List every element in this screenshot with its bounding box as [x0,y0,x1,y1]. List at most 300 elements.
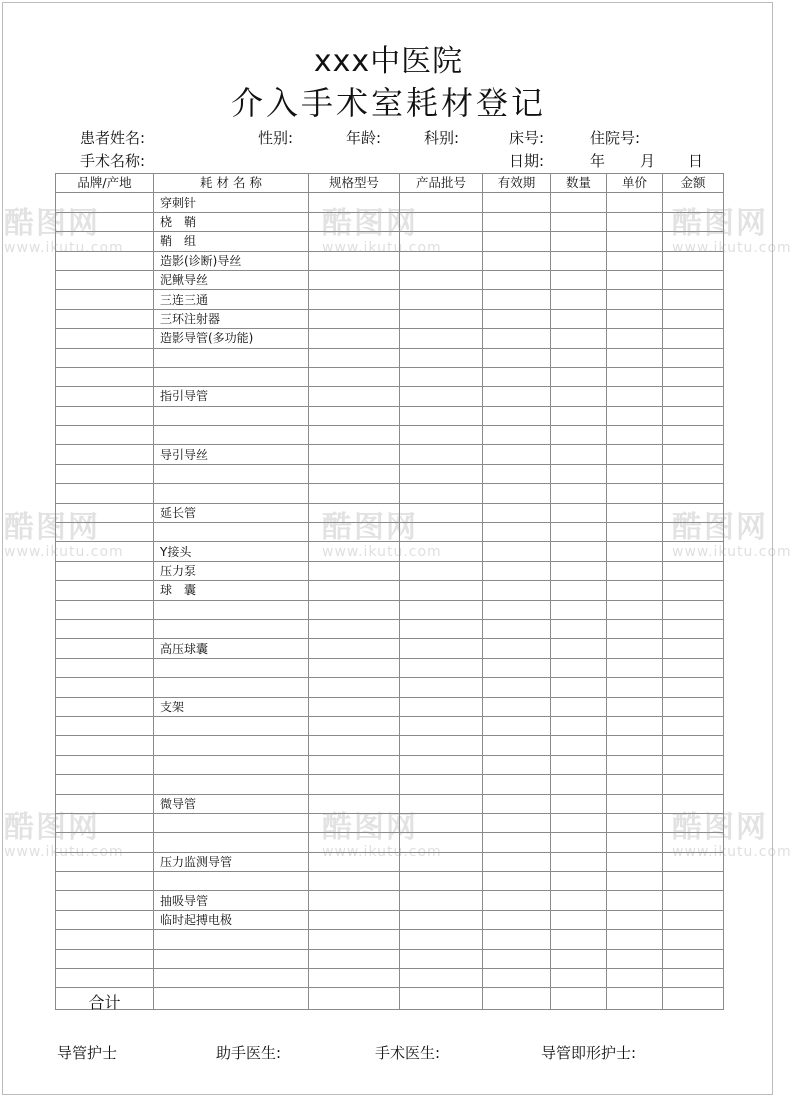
cell-expiry [483,794,551,813]
cell-batch-no [400,484,483,503]
bed-no-label: 床号: [509,129,545,147]
col-unit-price: 单价 [607,174,663,193]
watermark-brand: 酷图网 [672,510,768,545]
cell-quantity [551,212,607,231]
table-row [56,367,724,386]
cell-spec-model [309,503,400,522]
cell-batch-no [400,232,483,251]
cell-amount [663,775,724,794]
cell-brand-origin [56,833,154,852]
cell-batch-no [400,969,483,988]
col-item-name: 耗 材 名 称 [154,174,309,193]
cell-amount [663,755,724,774]
cell-brand-origin [56,426,154,445]
table-row [56,581,724,600]
table-row [56,309,724,328]
cell-unit-price [607,581,663,600]
cell-item-name [154,775,309,794]
cell-unit-price [607,891,663,910]
cell-quantity [551,581,607,600]
total-cell-amount [663,988,724,1010]
cell-expiry [483,232,551,251]
cell-quantity [551,852,607,871]
cell-unit-price [607,464,663,483]
table-row [56,426,724,445]
cell-expiry [483,736,551,755]
cell-amount [663,542,724,561]
cell-unit-price [607,290,663,309]
cell-expiry [483,367,551,386]
cell-expiry [483,290,551,309]
cell-spec-model [309,949,400,968]
cell-item-name: 鞘 组 [154,232,309,251]
cell-batch-no [400,406,483,425]
cell-amount [663,348,724,367]
cell-spec-model [309,270,400,289]
table-row [56,251,724,270]
cell-amount [663,910,724,929]
cell-item-name [154,716,309,735]
cell-item-name [154,464,309,483]
cell-quantity [551,833,607,852]
cell-batch-no [400,872,483,891]
col-batch-no: 产品批号 [400,174,483,193]
cell-amount [663,852,724,871]
cell-amount [663,367,724,386]
cell-amount [663,949,724,968]
cell-brand-origin [56,309,154,328]
cell-spec-model [309,523,400,542]
table-row [56,813,724,832]
cell-batch-no [400,678,483,697]
cell-spec-model [309,833,400,852]
cell-spec-model [309,678,400,697]
col-amount: 金额 [663,174,724,193]
cell-quantity [551,523,607,542]
cell-spec-model [309,542,400,561]
cell-item-name [154,367,309,386]
cell-quantity [551,716,607,735]
cell-amount [663,716,724,735]
cell-brand-origin [56,619,154,638]
table-row [56,503,724,522]
cell-quantity [551,503,607,522]
cell-amount [663,270,724,289]
cell-amount [663,406,724,425]
watermark-url: www.ikutu.com [322,844,442,860]
watermark-brand: 酷图网 [322,206,418,241]
cell-batch-no [400,600,483,619]
cell-spec-model [309,910,400,929]
cell-amount [663,484,724,503]
table-row [56,561,724,580]
cell-item-name [154,426,309,445]
watermark-url: www.ikutu.com [4,544,124,560]
cell-amount [663,658,724,677]
cell-batch-no [400,775,483,794]
cell-spec-model [309,387,400,406]
table-row [56,658,724,677]
cell-unit-price [607,445,663,464]
watermark-brand: 酷图网 [322,810,418,845]
cell-unit-price [607,969,663,988]
cell-brand-origin [56,697,154,716]
cell-amount [663,445,724,464]
cell-brand-origin [56,193,154,212]
cell-brand-origin [56,658,154,677]
cell-brand-origin [56,600,154,619]
cell-quantity [551,619,607,638]
cell-brand-origin [56,542,154,561]
cell-item-name [154,678,309,697]
cell-spec-model [309,852,400,871]
cell-batch-no [400,949,483,968]
table-row [56,736,724,755]
cell-unit-price [607,309,663,328]
cell-item-name: 微导管 [154,794,309,813]
cell-expiry [483,542,551,561]
cell-quantity [551,270,607,289]
cell-item-name: 支架 [154,697,309,716]
cell-brand-origin [56,794,154,813]
age-label: 年龄: [346,129,382,147]
cell-brand-origin [56,736,154,755]
cell-unit-price [607,270,663,289]
cell-amount [663,309,724,328]
table-row [56,639,724,658]
gender-label: 性别: [258,129,294,147]
cell-amount [663,872,724,891]
cell-item-name: 高压球囊 [154,639,309,658]
cell-batch-no [400,697,483,716]
cell-quantity [551,678,607,697]
col-spec-model: 规格型号 [309,174,400,193]
total-cell-item-name [154,988,309,1010]
cell-quantity [551,910,607,929]
cell-brand-origin [56,212,154,231]
cell-spec-model [309,639,400,658]
table-row [56,678,724,697]
cell-brand-origin [56,775,154,794]
cell-brand-origin [56,930,154,949]
cell-quantity [551,930,607,949]
cell-brand-origin [56,251,154,270]
cell-brand-origin [56,484,154,503]
cell-quantity [551,232,607,251]
cell-item-name [154,833,309,852]
table-row [56,387,724,406]
total-cell-unit-price [607,988,663,1010]
cell-expiry [483,464,551,483]
cell-batch-no [400,736,483,755]
cell-spec-model [309,406,400,425]
table-row [56,755,724,774]
watermark-url: www.ikutu.com [672,240,792,256]
cell-unit-price [607,736,663,755]
cell-spec-model [309,464,400,483]
cell-brand-origin [56,891,154,910]
cell-unit-price [607,833,663,852]
cell-quantity [551,697,607,716]
cell-unit-price [607,697,663,716]
cell-expiry [483,755,551,774]
table-row [56,270,724,289]
cell-item-name: 延长管 [154,503,309,522]
table-row [56,833,724,852]
cell-batch-no [400,561,483,580]
total-row [56,988,724,1010]
cell-batch-no [400,329,483,348]
cell-amount [663,736,724,755]
cell-item-name [154,969,309,988]
table-row [56,910,724,929]
table-row [56,406,724,425]
cell-item-name: 临时起搏电极 [154,910,309,929]
cell-amount [663,232,724,251]
cell-brand-origin [56,270,154,289]
cell-spec-model [309,755,400,774]
cell-amount [663,600,724,619]
cell-unit-price [607,523,663,542]
cell-unit-price [607,600,663,619]
cell-unit-price [607,561,663,580]
cell-expiry [483,561,551,580]
cell-spec-model [309,697,400,716]
cell-spec-model [309,484,400,503]
cell-expiry [483,872,551,891]
cell-expiry [483,716,551,735]
table-row [56,445,724,464]
cell-batch-no [400,581,483,600]
cell-quantity [551,406,607,425]
cell-unit-price [607,484,663,503]
cell-spec-model [309,619,400,638]
cell-quantity [551,251,607,270]
cell-quantity [551,484,607,503]
cell-spec-model [309,794,400,813]
cell-item-name [154,755,309,774]
cell-quantity [551,387,607,406]
cell-unit-price [607,426,663,445]
cell-batch-no [400,426,483,445]
cell-unit-price [607,775,663,794]
footer-catheter-tech-nurse: 导管即形护士: [541,1044,637,1062]
surgery-name-label: 手术名称: [80,152,146,170]
cell-amount [663,794,724,813]
cell-spec-model [309,930,400,949]
cell-item-name: 穿刺针 [154,193,309,212]
cell-spec-model [309,290,400,309]
cell-expiry [483,484,551,503]
total-label: 合计 [56,988,154,1010]
table-row [56,716,724,735]
cell-quantity [551,329,607,348]
cell-expiry [483,852,551,871]
hospital-name: xxx中医院 [313,44,464,79]
cell-spec-model [309,193,400,212]
cell-amount [663,561,724,580]
cell-brand-origin [56,678,154,697]
cell-unit-price [607,193,663,212]
cell-item-name [154,872,309,891]
table-row [56,697,724,716]
cell-spec-model [309,813,400,832]
cell-item-name: 三环注射器 [154,309,309,328]
watermark-url: www.ikutu.com [322,544,442,560]
cell-unit-price [607,387,663,406]
cell-quantity [551,309,607,328]
cell-expiry [483,930,551,949]
cell-expiry [483,329,551,348]
total-cell-expiry [483,988,551,1010]
cell-brand-origin [56,406,154,425]
cell-brand-origin [56,503,154,522]
cell-expiry [483,251,551,270]
cell-expiry [483,581,551,600]
cell-spec-model [309,736,400,755]
cell-expiry [483,639,551,658]
cell-amount [663,503,724,522]
cell-item-name [154,406,309,425]
cell-amount [663,193,724,212]
cell-expiry [483,969,551,988]
col-expiry: 有效期 [483,174,551,193]
cell-unit-price [607,755,663,774]
year-label: 年 [590,152,606,170]
date-label: 日期: [509,152,545,170]
cell-amount [663,523,724,542]
cell-amount [663,251,724,270]
cell-brand-origin [56,852,154,871]
cell-spec-model [309,309,400,328]
cell-batch-no [400,639,483,658]
cell-item-name: 压力泵 [154,561,309,580]
cell-quantity [551,348,607,367]
cell-quantity [551,561,607,580]
cell-unit-price [607,852,663,871]
cell-spec-model [309,212,400,231]
cell-amount [663,969,724,988]
cell-batch-no [400,464,483,483]
table-row [56,193,724,212]
cell-spec-model [309,367,400,386]
cell-expiry [483,270,551,289]
cell-batch-no [400,716,483,735]
cell-batch-no [400,542,483,561]
cell-unit-price [607,813,663,832]
cell-spec-model [309,348,400,367]
cell-unit-price [607,949,663,968]
cell-quantity [551,193,607,212]
cell-quantity [551,813,607,832]
cell-brand-origin [56,387,154,406]
cell-expiry [483,503,551,522]
cell-unit-price [607,872,663,891]
cell-item-name [154,658,309,677]
col-brand-origin: 品牌/产地 [56,174,154,193]
table-row [56,523,724,542]
cell-spec-model [309,872,400,891]
cell-batch-no [400,270,483,289]
cell-expiry [483,891,551,910]
cell-unit-price [607,794,663,813]
cell-spec-model [309,561,400,580]
cell-quantity [551,445,607,464]
cell-unit-price [607,542,663,561]
cell-expiry [483,775,551,794]
cell-expiry [483,813,551,832]
cell-brand-origin [56,949,154,968]
cell-unit-price [607,329,663,348]
cell-batch-no [400,445,483,464]
table-row [56,891,724,910]
cell-amount [663,290,724,309]
cell-unit-price [607,930,663,949]
cell-expiry [483,406,551,425]
cell-quantity [551,794,607,813]
cell-brand-origin [56,290,154,309]
table-row [56,930,724,949]
cell-spec-model [309,232,400,251]
footer-assistant-doctor: 助手医生: [216,1044,282,1062]
cell-amount [663,581,724,600]
cell-expiry [483,445,551,464]
cell-batch-no [400,367,483,386]
cell-item-name [154,949,309,968]
cell-batch-no [400,619,483,638]
cell-batch-no [400,852,483,871]
cell-expiry [483,426,551,445]
cell-item-name [154,813,309,832]
cell-spec-model [309,329,400,348]
cell-item-name: Y接头 [154,542,309,561]
cell-spec-model [309,445,400,464]
footer-surgeon: 手术医生: [375,1044,441,1062]
table-row [56,969,724,988]
cell-brand-origin [56,755,154,774]
cell-item-name: 泥鳅导丝 [154,270,309,289]
cell-batch-no [400,658,483,677]
cell-unit-price [607,716,663,735]
day-label: 日 [688,152,704,170]
footer-catheter-nurse: 导管护士 [57,1044,118,1062]
cell-brand-origin [56,813,154,832]
table-row [56,212,724,231]
cell-quantity [551,658,607,677]
cell-expiry [483,523,551,542]
cell-item-name: 压力监测导管 [154,852,309,871]
cell-batch-no [400,755,483,774]
table-row [56,852,724,871]
cell-amount [663,639,724,658]
cell-brand-origin [56,639,154,658]
cell-expiry [483,212,551,231]
cell-amount [663,329,724,348]
cell-expiry [483,600,551,619]
table-row [56,290,724,309]
cell-expiry [483,658,551,677]
cell-quantity [551,891,607,910]
cell-spec-model [309,775,400,794]
cell-item-name [154,930,309,949]
cell-item-name: 造影(诊断)导丝 [154,251,309,270]
total-cell-spec-model [309,988,400,1010]
cell-batch-no [400,910,483,929]
cell-expiry [483,193,551,212]
total-cell-batch-no [400,988,483,1010]
table-row [56,775,724,794]
cell-quantity [551,290,607,309]
